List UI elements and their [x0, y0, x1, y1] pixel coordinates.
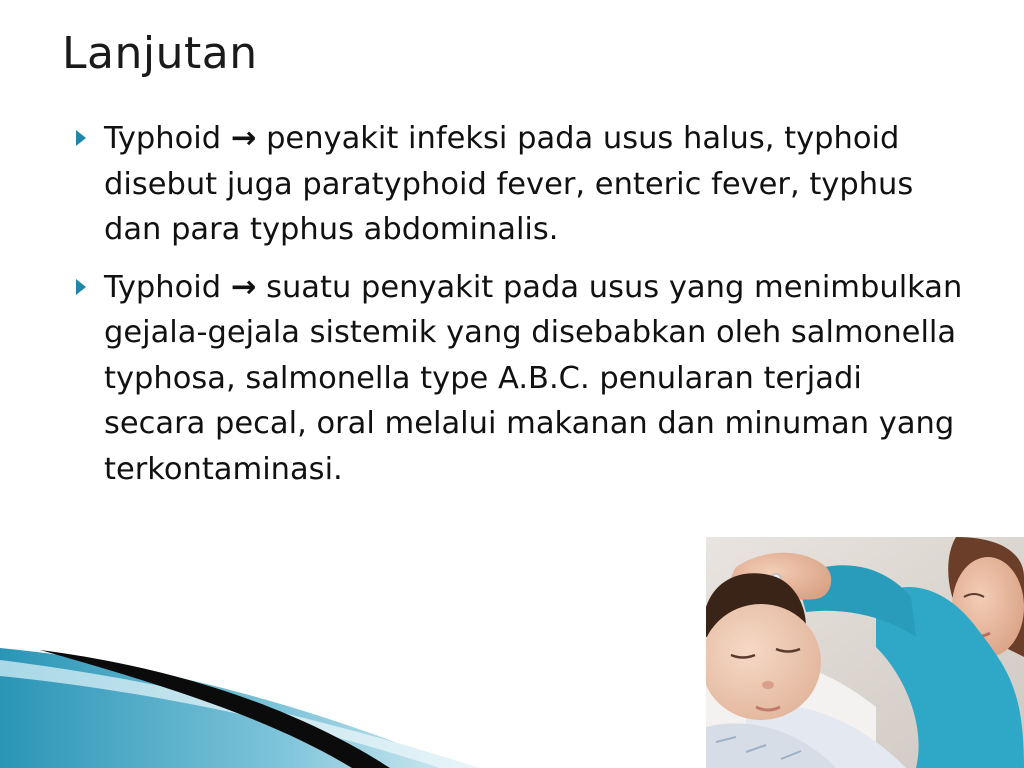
right-arrow-icon: → [230, 121, 257, 156]
bullet-text: suatu penyakit pada usus yang menimbulkan gejala-gejala sistemik yang disebabkan oleh salmonella typhosa, salmonella type A.B.C. penularan terjadi secara pecal, oral melalui makanan dan minuman yang terkontaminasi. [104, 269, 963, 487]
bullet-prefix: Typhoid [104, 121, 231, 156]
bullet-item [72, 116, 972, 253]
bullet-text: penyakit infeksi pada usus halus, typhoid disebut juga paratyphoid fever, enteric fever, typhus dan para typhus abdominalis. [104, 121, 914, 247]
bullet-list [72, 116, 972, 504]
triangle-bullet-icon [76, 279, 86, 295]
right-arrow-icon: → [230, 269, 257, 305]
triangle-bullet-icon [76, 130, 86, 146]
bullet-item [72, 265, 972, 493]
slide-title: Lanjutan [62, 28, 258, 79]
mother-child-photo [706, 537, 1024, 768]
bullet-prefix: Typhoid [104, 269, 231, 305]
